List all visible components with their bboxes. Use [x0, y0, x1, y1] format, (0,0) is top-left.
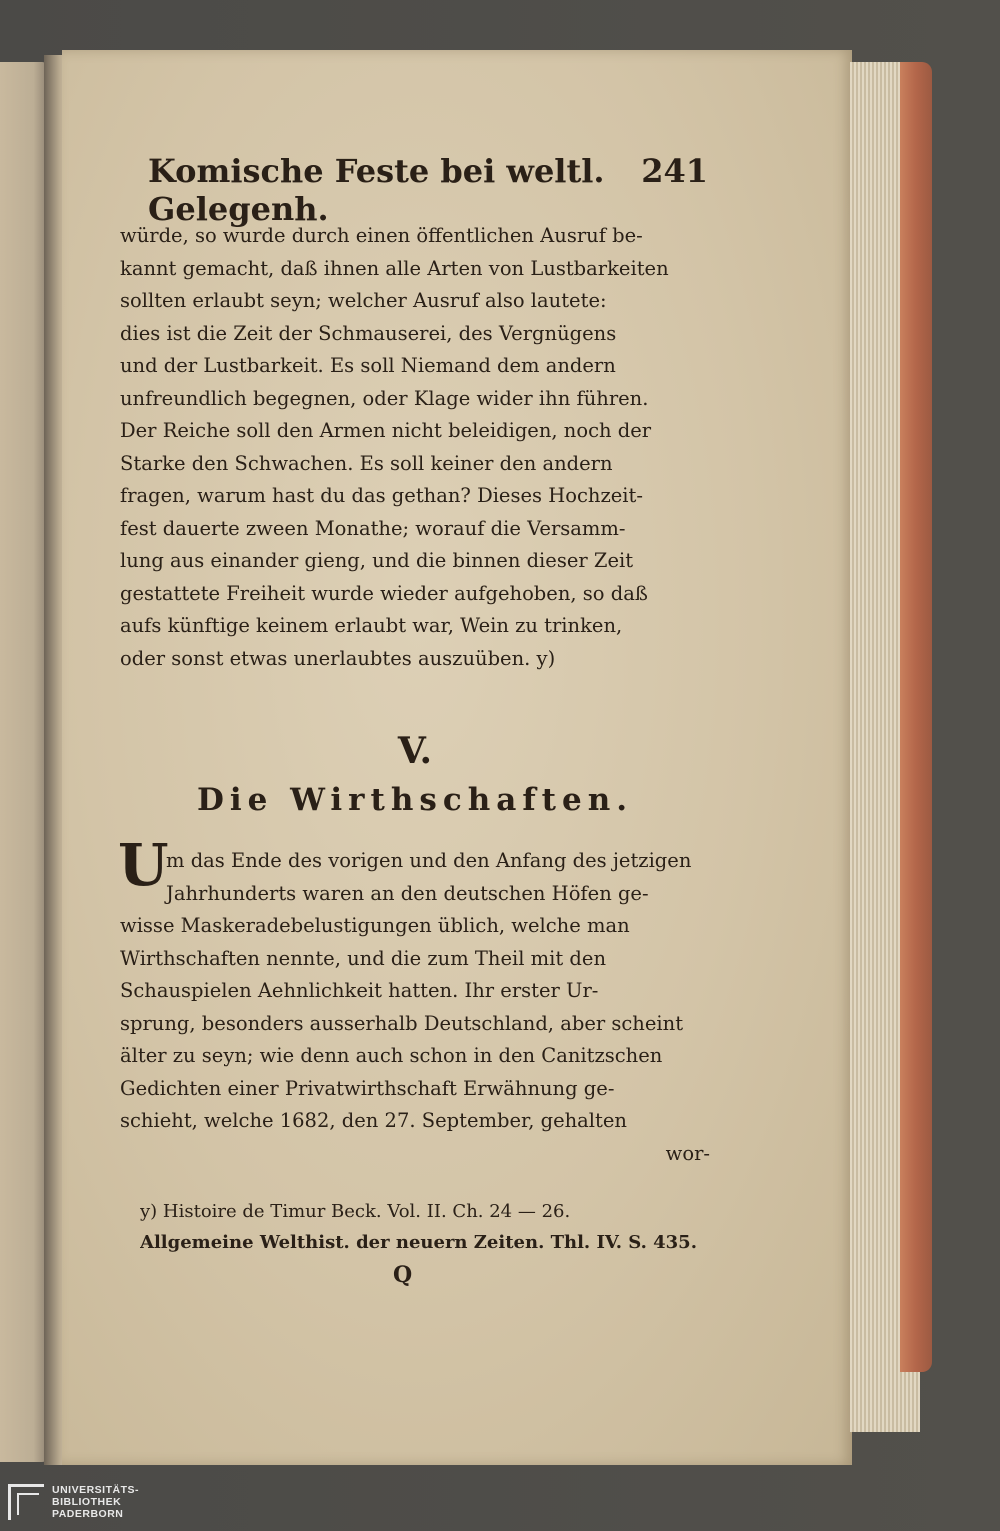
- logo-line: BIBLIOTHEK: [52, 1496, 122, 1508]
- text-line: würde, so wurde durch einen öffentlichen Ausruf be-: [120, 224, 643, 247]
- library-logo-text: [52, 1484, 139, 1520]
- section-number: V.: [397, 730, 433, 772]
- signature-mark: Q: [393, 1262, 413, 1288]
- catchword: wor-: [665, 1141, 710, 1165]
- logo-line: PADERBORN: [52, 1508, 124, 1520]
- left-page-edge: [0, 62, 48, 1462]
- text-line: Der Reiche soll den Armen nicht beleidigen, noch der: [120, 419, 652, 442]
- footnote: [140, 1196, 710, 1258]
- running-header: [148, 152, 708, 228]
- library-logo: [8, 1484, 139, 1520]
- library-logo-icon: [8, 1484, 44, 1520]
- text-line: sollten erlaubt seyn; welcher Ausruf also lautete:: [120, 289, 607, 312]
- text-line: Gedichten einer Privatwirthschaft Erwähnung ge-: [120, 1076, 615, 1100]
- text-line: lung aus einander gieng, und die binnen dieser Zeit: [120, 549, 634, 572]
- page-number: 241: [641, 152, 708, 190]
- footnote-line: Allgemeine Welthist. der neuern Zeiten. Thl. IV. S. 435.: [140, 1232, 697, 1253]
- text-line: gestattete Freiheit wurde wieder aufgehoben, so daß: [120, 581, 648, 605]
- text-line: und der Lustbarkeit. Es soll Niemand dem andern: [120, 354, 616, 377]
- text-line: oder sonst etwas unerlaubtes auszuüben. y): [120, 646, 556, 670]
- book-cover-edge: [900, 62, 932, 1372]
- text-line: schieht, welche 1682, den 27. September, gehalten: [120, 1109, 627, 1132]
- text-line: dies ist die Zeit der Schmauserei, des Vergnügens: [120, 321, 617, 345]
- text-line: Schauspielen Aehnlichkeit hatten. Ihr erster Ur-: [120, 979, 599, 1002]
- text-line: wisse Maskeradebelustigungen üblich, welche man: [120, 914, 630, 937]
- text-line: Wirthschaften nennte, und die zum Theil mit den: [120, 946, 607, 970]
- footnote-line: y) Histoire de Timur Beck. Vol. II. Ch. 24 — 26.: [140, 1201, 571, 1222]
- text-line: sprung, besonders ausserhalb Deutschland, aber scheint: [120, 1011, 684, 1035]
- section-title: Die Wirthschaften.: [196, 782, 634, 818]
- text-line: fragen, warum hast du das gethan? Dieses Hochzeit-: [120, 484, 643, 507]
- paragraph-continuation: [120, 220, 710, 675]
- section-paragraph: [120, 845, 710, 1170]
- text-line: fest dauerte zween Monathe; worauf die Versamm-: [120, 516, 626, 540]
- text-line: aufs künftige keinem erlaubt war, Wein zu trinken,: [120, 614, 623, 637]
- running-title: Komische Feste bei weltl. Gelegenh.: [148, 152, 605, 228]
- logo-line: UNIVERSITÄTS-: [52, 1484, 140, 1496]
- text-line: älter zu seyn; wie denn auch schon in den Canitzschen: [120, 1044, 663, 1067]
- drop-cap: U: [118, 831, 169, 899]
- text-line: Jahrhunderts waren an den deutschen Höfen ge-: [166, 881, 649, 905]
- text-line: unfreundlich begegnen, oder Klage wider ihn führen.: [120, 386, 649, 410]
- text-line: Starke den Schwachen. Es soll keiner den andern: [120, 451, 613, 475]
- text-line: m das Ende des vorigen und den Anfang des jetzigen: [166, 849, 692, 872]
- text-line: kannt gemacht, daß ihnen alle Arten von Lustbarkeiten: [120, 256, 669, 280]
